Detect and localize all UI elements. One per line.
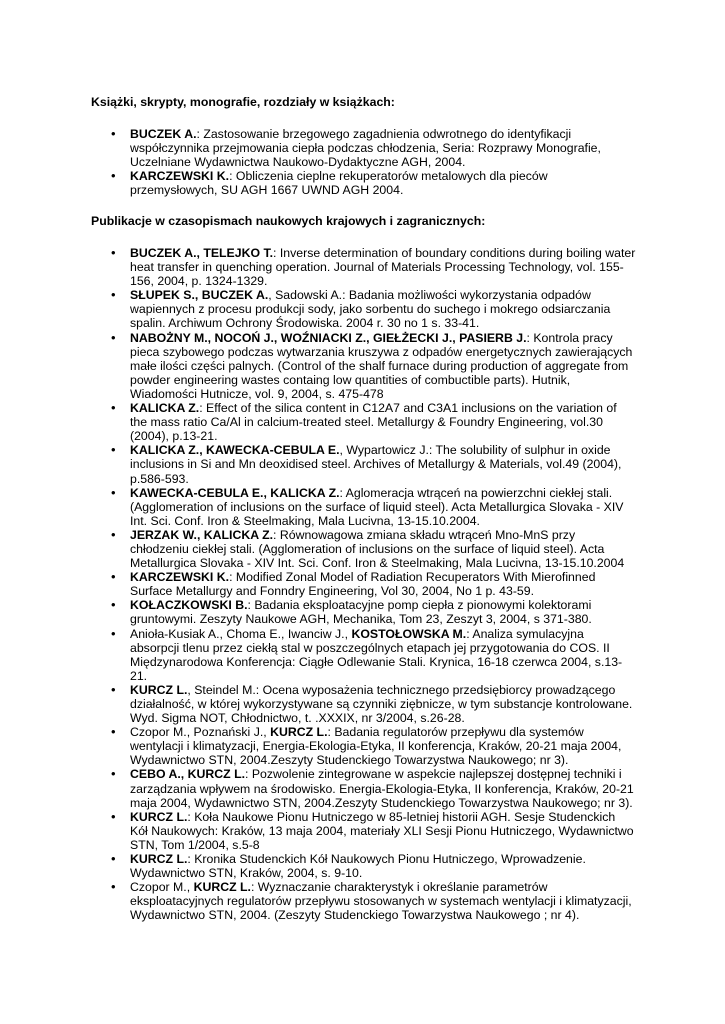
citation-text: : Inverse determination of boundary conditions during boiling water heat transfer in quenching operation. Journal of Materials Processing Technology, vol. 155-156, 2004, p. 1324-1329. xyxy=(130,246,636,289)
publication-item xyxy=(0,767,636,809)
bullet-icon: • xyxy=(111,484,116,500)
author-names: KURCZ L. xyxy=(270,725,328,740)
publication-item xyxy=(0,627,636,683)
publications-list xyxy=(0,246,725,923)
author-names: BUCZEK A., TELEJKO T. xyxy=(130,246,274,260)
author-names: NABOŻNY M., NOCOŃ J., WOŹNIACKI Z., GIEŁŻECKI J., PASIERB J. xyxy=(130,330,527,345)
citation-text: : Kronika Studenckich Kół Naukowych Pionu Hutniczego, Wprowadzenie. Wydawnictwo STN, Kraków, 2004, s. 9-10. xyxy=(130,852,586,881)
bullet-icon: • xyxy=(111,625,116,641)
bullet-icon: • xyxy=(111,724,116,740)
author-names: JERZAK W., KALICKA Z. xyxy=(130,527,274,542)
author-names: KARCZEWSKI K. xyxy=(130,169,230,184)
bullet-icon: • xyxy=(111,526,116,542)
citation-text: : Koła Naukowe Pionu Hutniczego w 85-letniej historii AGH. Sesje Studenckich Kół Naukowych: Kraków, 13 maja 2004, materiały XLI Sesji Pionu Hutniczego, Wydawnictwo STN, Tom 1/2004, s.5-8 xyxy=(130,809,634,852)
citation-text: : Równowagowa zmiana składu wtrąceń Mno-MnS przy chłodzeniu ciekłej stali. (Agglomeration of inclusions on the surface of liquid steel). Acta Metallurgica Slovaka - XIV Int. Sci. Conf. Iron & Steelmaking, Mala Lucivna, 13-15.10.2004 xyxy=(130,527,625,571)
publication-item xyxy=(0,880,636,922)
citation-text: : Effect of the silica content in C12A7 and C3A1 inclusions on the variation of the mass ratio Ca/Al in calcium-treated steel. Metallurgy & Foundry Engineering, vol.30 (2004), p.13-21. xyxy=(130,401,617,444)
book-item xyxy=(0,169,636,197)
author-names: KURCZ L. xyxy=(193,880,251,895)
citation-text: : Analiza symulacyjna absorpcji tlenu przez ciekłą stal w poszczególnych etapach jej przygotowania do COS. II Międzynarodowa Konferencja: Ciągłe Odlewanie Stali. Krynica, 16-18 czerwca 2004, s.13-21. xyxy=(130,626,623,683)
author-names: CEBO A., KURCZ L. xyxy=(130,767,245,782)
publication-item xyxy=(0,401,636,443)
citation-text: , Steindel M.: Ocena wyposażenia technicznego przedsiębiorcy prowadzącego działalność, w której wykorzystywane są czynniki ziębnicze, w tym substancje kontrolowane. Wyd. Sigma NOT, Chłodnictwo, t. .XXXIX, nr 3/2004, s.26-28. xyxy=(130,682,633,726)
publication-item xyxy=(0,443,636,485)
citation-text: : Pozwolenie zintegrowane w aspekcie najlepszej dostępnej techniki i zarządzania wpływem na środowisko. Energia-Ekologia-Etyka, II konferencja, Kraków, 20-21 maja 2004, Wydawnictwo STN, 2004.Zeszyty Studenckiego Towarzystwa Naukowego; nr 3). xyxy=(130,767,634,810)
author-names: KURCZ L. xyxy=(130,809,188,824)
citation-text: : Modified Zonal Model of Radiation Recuperators With Mierofinned Surface Metallurgy and Fonndry Engineering, Vol 30, 2004, No 1 p. 43-59. xyxy=(130,570,596,599)
author-names: KURCZ L. xyxy=(130,852,188,867)
citation-text: : Wyznaczanie charakterystyk i określanie parametrów eksploatacyjnych regulatorów przepływu stosowanych w systemach wentylacji i klimatyzacji, Wydawnictwo STN, 2004. (Zeszyty Studenckiego Towarzystwa Naukowego ; nr 4). xyxy=(130,880,632,923)
bullet-icon: • xyxy=(111,569,116,585)
citation-text: : Kontrola pracy pieca szybowego podczas wytwarzania kruszywa z odpadów energetycznych zawierających małe ilości części palnych. (Control of the shalf furnace during production of aggregate from powder engineering wastes containg low quantities of combuctible parts). Hutnik, Wiadomości Hutnicze, vol. 9, 2004, s. 475-478 xyxy=(130,330,633,401)
publication-item xyxy=(0,246,636,288)
author-names: KALICKA Z. xyxy=(130,401,200,416)
author-names: KOSTOŁOWSKA M. xyxy=(351,626,467,641)
citation-text: : Badania eksploatacyjne pomp ciepła z pionowymi kolektorami gruntowymi. Zeszyty Naukowe AGH, Mechanika, Tom 23, Zeszyt 3, 2004, s 371-380. xyxy=(130,598,592,627)
citation-text: : Zastosowanie brzegowego zagadnienia odwrotnego do identyfikacji współczynnika przejmowania ciepła podczas chłodzenia, Seria: Rozprawy Monografie, Uczelniane Wydawnictwa Naukowo-Dydaktyczne AGH, 2004. xyxy=(130,127,601,170)
bullet-icon: • xyxy=(111,126,116,141)
bullet-icon: • xyxy=(111,442,116,458)
book-item xyxy=(0,127,636,169)
bullet-icon: • xyxy=(111,681,116,697)
bullet-icon: • xyxy=(111,597,116,613)
citation-text: , Wypartowicz J.: The solubility of sulphur in oxide inclusions in Si and Mn deoxidised steel. Archives of Metallurgy & Materials, vol.49 (2004), p.586-593. xyxy=(130,443,622,486)
coauthors-text: Anioła-Kusiak A., Choma E., Iwanciw J., xyxy=(130,626,352,641)
citation-text: , Sadowski A.: Badania możliwości wykorzystania odpadów wapiennych z procesu produkcji sody, jako sorbentu do suchego i mokrego odsiarczania spalin. Archiwum Ochrony Środowiska. 2004 r. 30 no 1 s. 33-41. xyxy=(130,288,611,331)
author-names: KOŁACZKOWSKI B. xyxy=(130,598,248,613)
publication-item xyxy=(0,288,636,330)
bullet-icon: • xyxy=(111,808,116,824)
author-names: KARCZEWSKI K. xyxy=(130,570,230,585)
publication-item xyxy=(0,528,636,570)
bullet-icon: • xyxy=(111,287,116,303)
bullet-icon: • xyxy=(111,766,116,782)
publication-item xyxy=(0,486,636,528)
bullet-icon: • xyxy=(111,851,116,867)
bullet-icon: • xyxy=(111,400,116,416)
section-heading-publications: Publikacje w czasopismach naukowych krajowych i zagranicznych: xyxy=(91,214,486,228)
author-names: SŁUPEK S., BUCZEK A. xyxy=(130,288,269,303)
publication-item xyxy=(0,598,636,626)
section-heading-books: Książki, skrypty, monografie, rozdziały w książkach: xyxy=(91,95,395,109)
author-names: KAWECKA-CEBULA E., KALICKA Z. xyxy=(130,485,340,500)
author-names: KALICKA Z., KAWECKA-CEBULA E. xyxy=(130,443,340,458)
bullet-icon: • xyxy=(111,879,116,895)
author-names: KURCZ L. xyxy=(130,682,188,697)
coauthors-text: Czopor M., xyxy=(130,880,194,895)
citation-text: : Aglomeracja wtrąceń na powierzchni ciekłej stali. (Agglomeration of inclusions on the surface of liquid steel). Acta Metallurgica Slovaka - XIV Int. Sci. Conf. Iron & Steelmaking, Mala Lucivna, 13-15.10.2004. xyxy=(130,485,624,528)
books-list xyxy=(0,127,725,197)
publication-item xyxy=(0,725,636,767)
publication-item xyxy=(0,852,636,880)
bullet-icon: • xyxy=(111,329,116,345)
coauthors-text: Czopor M., Poznański J., xyxy=(130,725,271,740)
publication-item xyxy=(0,683,636,725)
publication-item xyxy=(0,331,636,401)
publication-item xyxy=(0,810,636,852)
citation-text: : Badania regulatorów przepływu dla systemów wentylacji i klimatyzacji, Energia-Ekologia-Etyka, II konferencja, Kraków, 20-21 maja 2004, Wydawnictwo STN, 2004.Zeszyty Studenckiego Towarzystwa Naukowego; nr 3). xyxy=(130,725,622,768)
citation-text: : Obliczenia cieplne rekuperatorów metalowych dla pieców przemysłowych, SU AGH 1667 UWND AGH 2004. xyxy=(130,169,548,198)
bullet-icon: • xyxy=(111,168,116,184)
publication-item xyxy=(0,570,636,598)
author-names: BUCZEK A. xyxy=(130,127,197,141)
bullet-icon: • xyxy=(111,245,116,260)
